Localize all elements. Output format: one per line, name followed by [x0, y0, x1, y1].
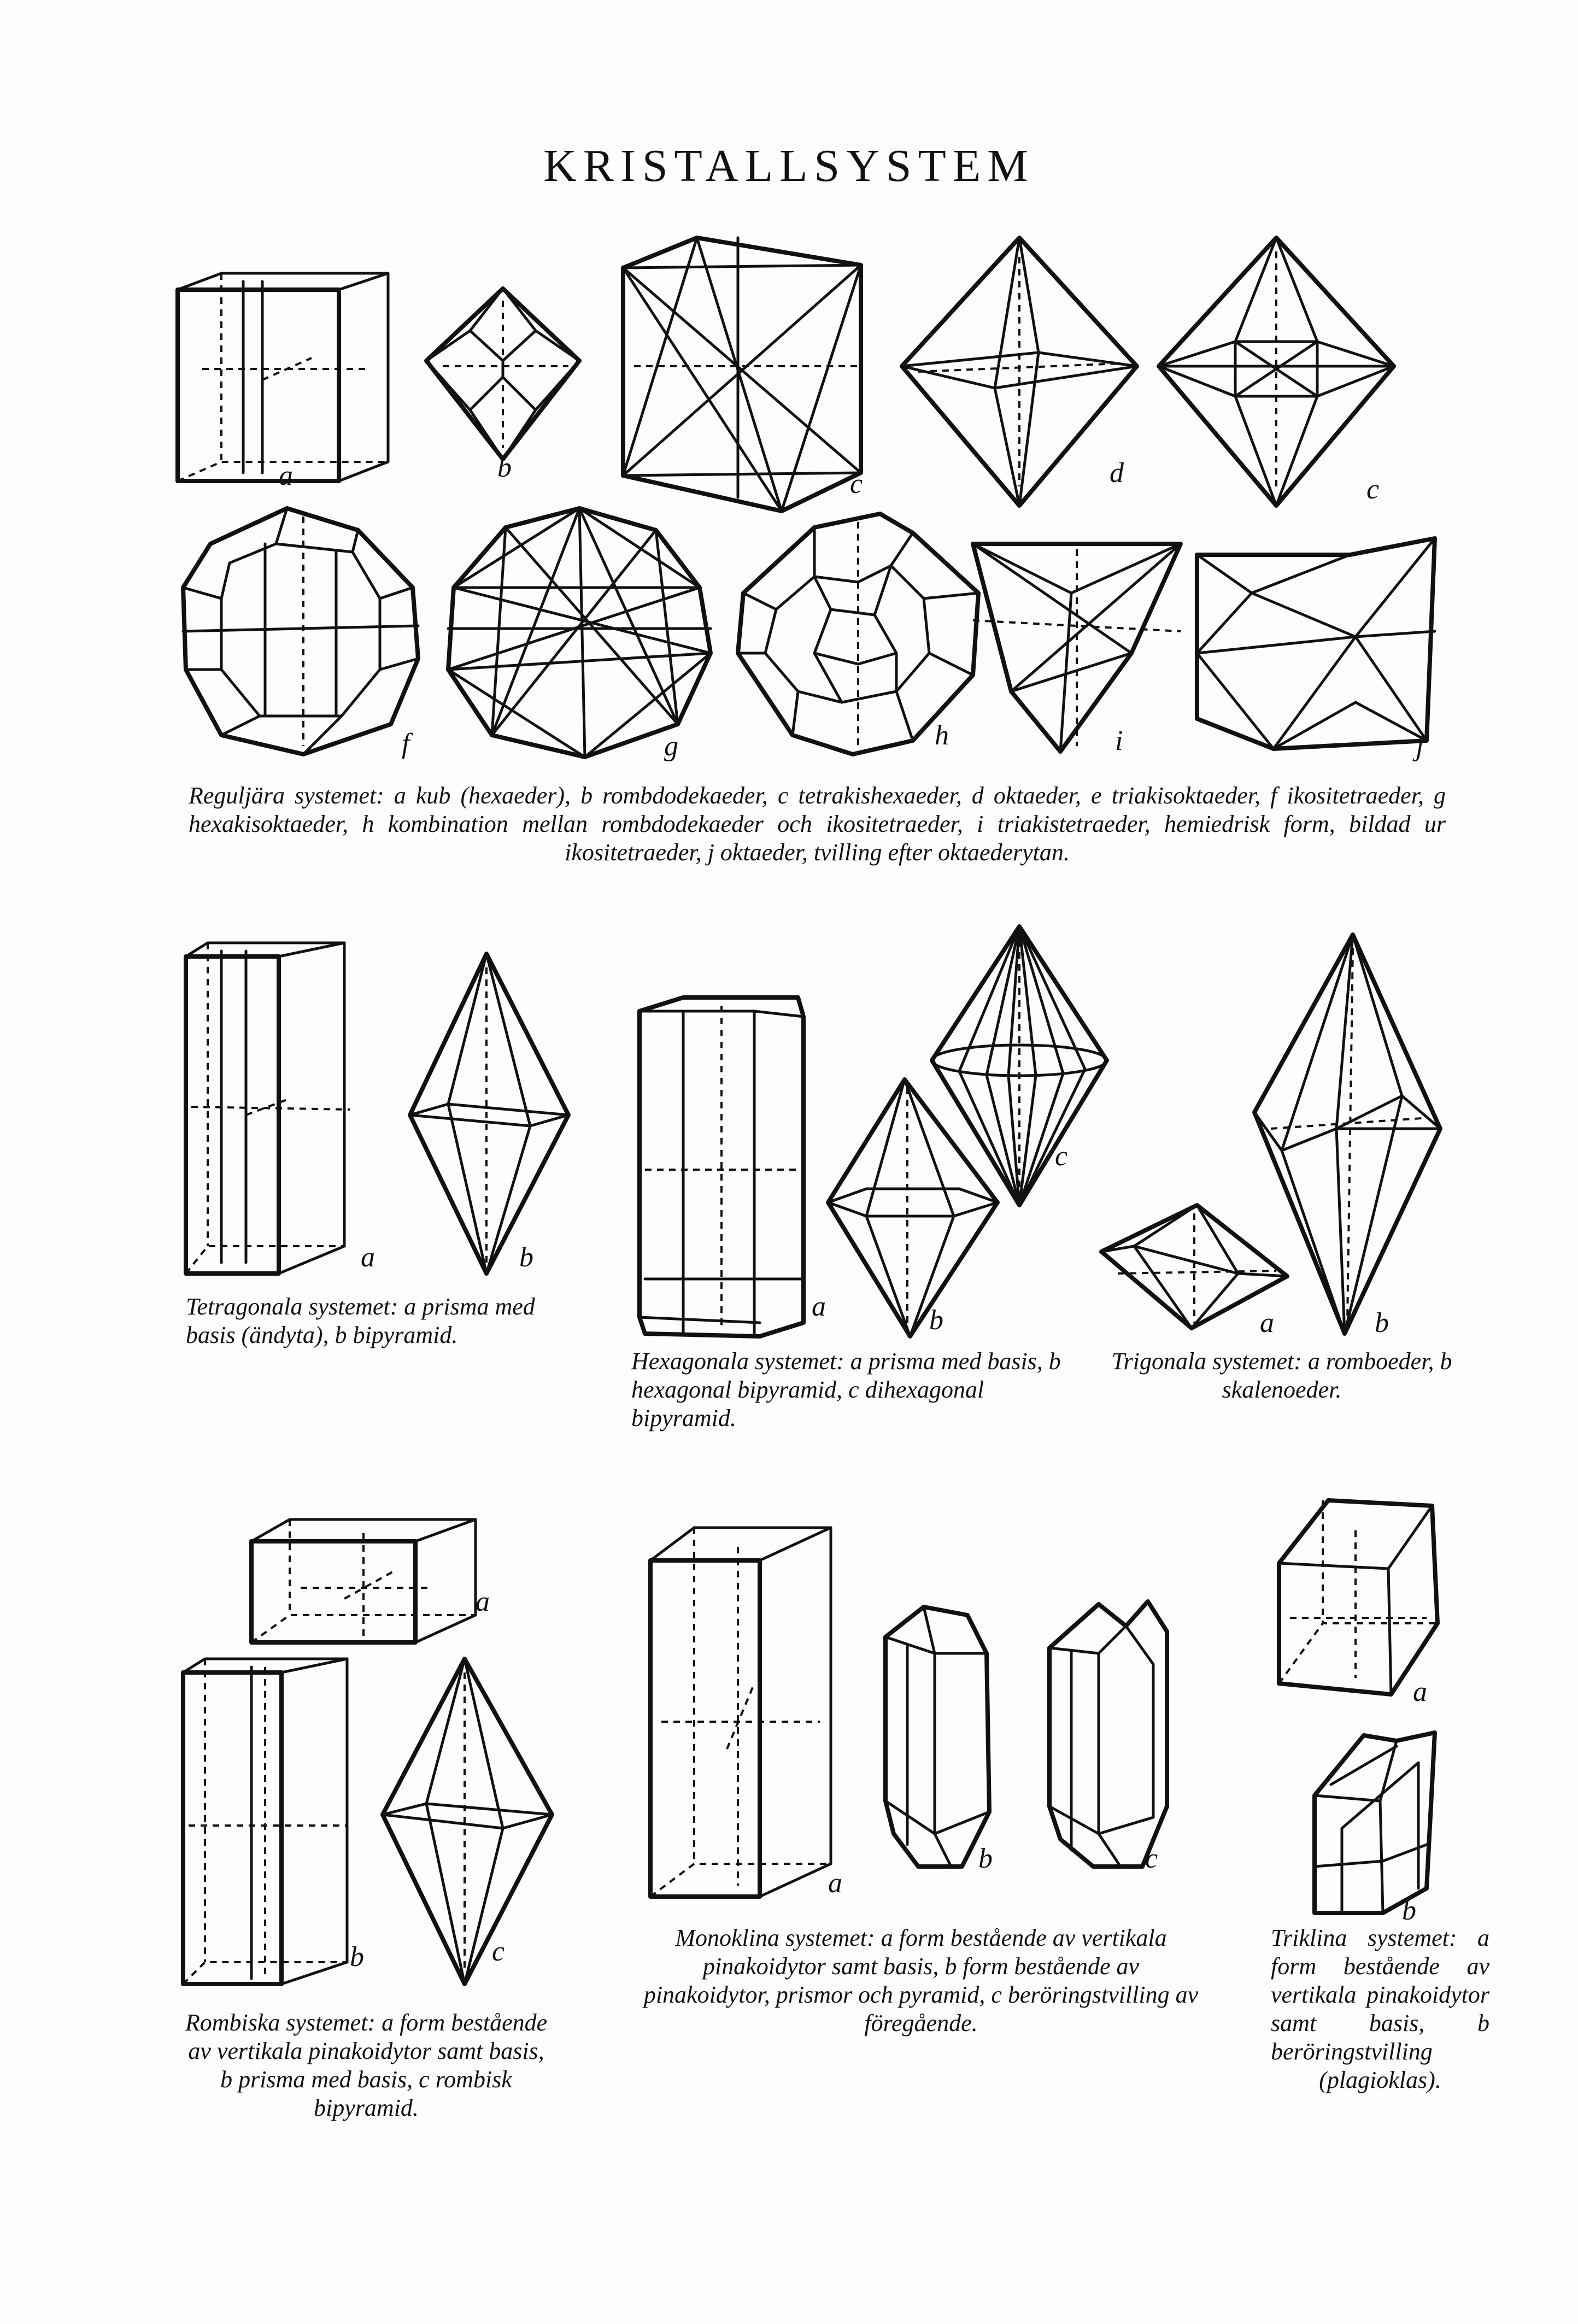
monoclinic-crystal-figure — [880, 1604, 995, 1872]
rhombic-prism-figure — [178, 1656, 353, 1990]
hexagonal-prism-figure — [634, 995, 809, 1339]
cube-figure — [169, 271, 399, 489]
monoclinic-pinacoid-figure — [645, 1525, 836, 1902]
rhombic-bipyramid-figure — [377, 1656, 558, 1990]
figure-label: d — [1110, 457, 1124, 489]
figure-label: a — [812, 1291, 826, 1322]
rhombic-dodecahedron-figure — [421, 284, 585, 465]
monoclinic-system-caption: Monoklina systemet: a form bestående av vertikala pinakoidytor samt basis, b form bestående av pinakoidytor, prismor och pyramid, c beröringstvilling av föregående. — [643, 1924, 1199, 2037]
figure-label: f — [402, 728, 410, 759]
figure-label: c — [850, 468, 863, 500]
figure-label: i — [1115, 725, 1123, 756]
figure-label: b — [1402, 1895, 1416, 1926]
octahedron-figure — [896, 235, 1142, 508]
page-title: KRISTALLSYSTEM — [543, 140, 1035, 191]
figure-label: a — [1260, 1307, 1274, 1339]
figure-label: a — [476, 1586, 490, 1617]
octahedron-twin-figure — [1192, 544, 1438, 757]
figure-label: a — [361, 1242, 375, 1273]
figure-label: a — [828, 1868, 842, 1899]
tetragonal-system-caption: Tetragonala systemet: a prisma med basis (ändyta), b bipyramid. — [186, 1293, 535, 1348]
figure-label: c — [1145, 1843, 1158, 1874]
tetragonal-prism-figure — [180, 940, 361, 1279]
scalenohedron-figure — [1249, 932, 1446, 1339]
figure-label: c — [1055, 1141, 1068, 1172]
figure-label: a — [1413, 1676, 1427, 1707]
figure-label: b — [519, 1242, 533, 1273]
rhombic-pinacoid-figure — [246, 1517, 481, 1656]
figure-label: j — [1416, 731, 1424, 762]
regular-system-caption: Reguljära systemet: a kub (hexaeder), b rombdodekaeder, c tetrakishexaeder, d oktaeder, e triakisoktaeder, f ikositetraeder, g hexakisoktaeder, h kombination mellan rombdodekaeder och ikositetraeder, i triakistetraeder, hemiedrisk form, bildad ur ikositetraeder, j oktaeder, tvilling efter oktaederytan. — [189, 782, 1446, 866]
hexagonal-system-caption: Hexagonala systemet: a prisma med basis, b hexagonal bipyramid, c dihexagonal bipyramid. — [631, 1348, 1061, 1431]
trigonal-system-caption: Trigonala systemet: a romboeder, b skalenoeder. — [1111, 1348, 1452, 1403]
triclinic-system-caption: Triklina systemet: a form bestående av vertikala pinakoidytor samt basis, b beröringstvilling (plagioklas). — [1271, 1924, 1489, 2093]
figure-label: b — [350, 1941, 364, 1973]
rhombic-system-caption: Rombiska systemet: a form bestående av vertikala pinakoidytor samt basis, b prisma med basis, c rombisk bipyramid. — [185, 2009, 548, 2121]
figure-label: b — [1375, 1307, 1389, 1339]
icositetrahedron-figure — [178, 506, 424, 757]
hexakisoctahedron-figure — [443, 506, 716, 762]
triclinic-pinacoid-figure — [1274, 1498, 1443, 1700]
figure-label: c — [1366, 474, 1380, 505]
figure-label: a — [279, 460, 293, 491]
figure-label: b — [929, 1305, 943, 1336]
triclinic-twin-figure — [1309, 1730, 1440, 1918]
dihexagonal-bipyramid-figure — [926, 924, 1112, 1208]
triakisoctahedron-figure — [1153, 235, 1399, 508]
figure-label: g — [664, 731, 678, 762]
tetrakishexahedron-figure — [618, 235, 869, 519]
triakistetrahedron-figure — [967, 538, 1186, 757]
monoclinic-twin-figure — [1044, 1599, 1170, 1872]
figure-label: h — [935, 720, 949, 751]
figure-label: b — [978, 1843, 993, 1874]
tetragonal-bipyramid-figure — [404, 951, 574, 1279]
figure-label: b — [497, 452, 512, 483]
figure-label: c — [492, 1936, 505, 1967]
